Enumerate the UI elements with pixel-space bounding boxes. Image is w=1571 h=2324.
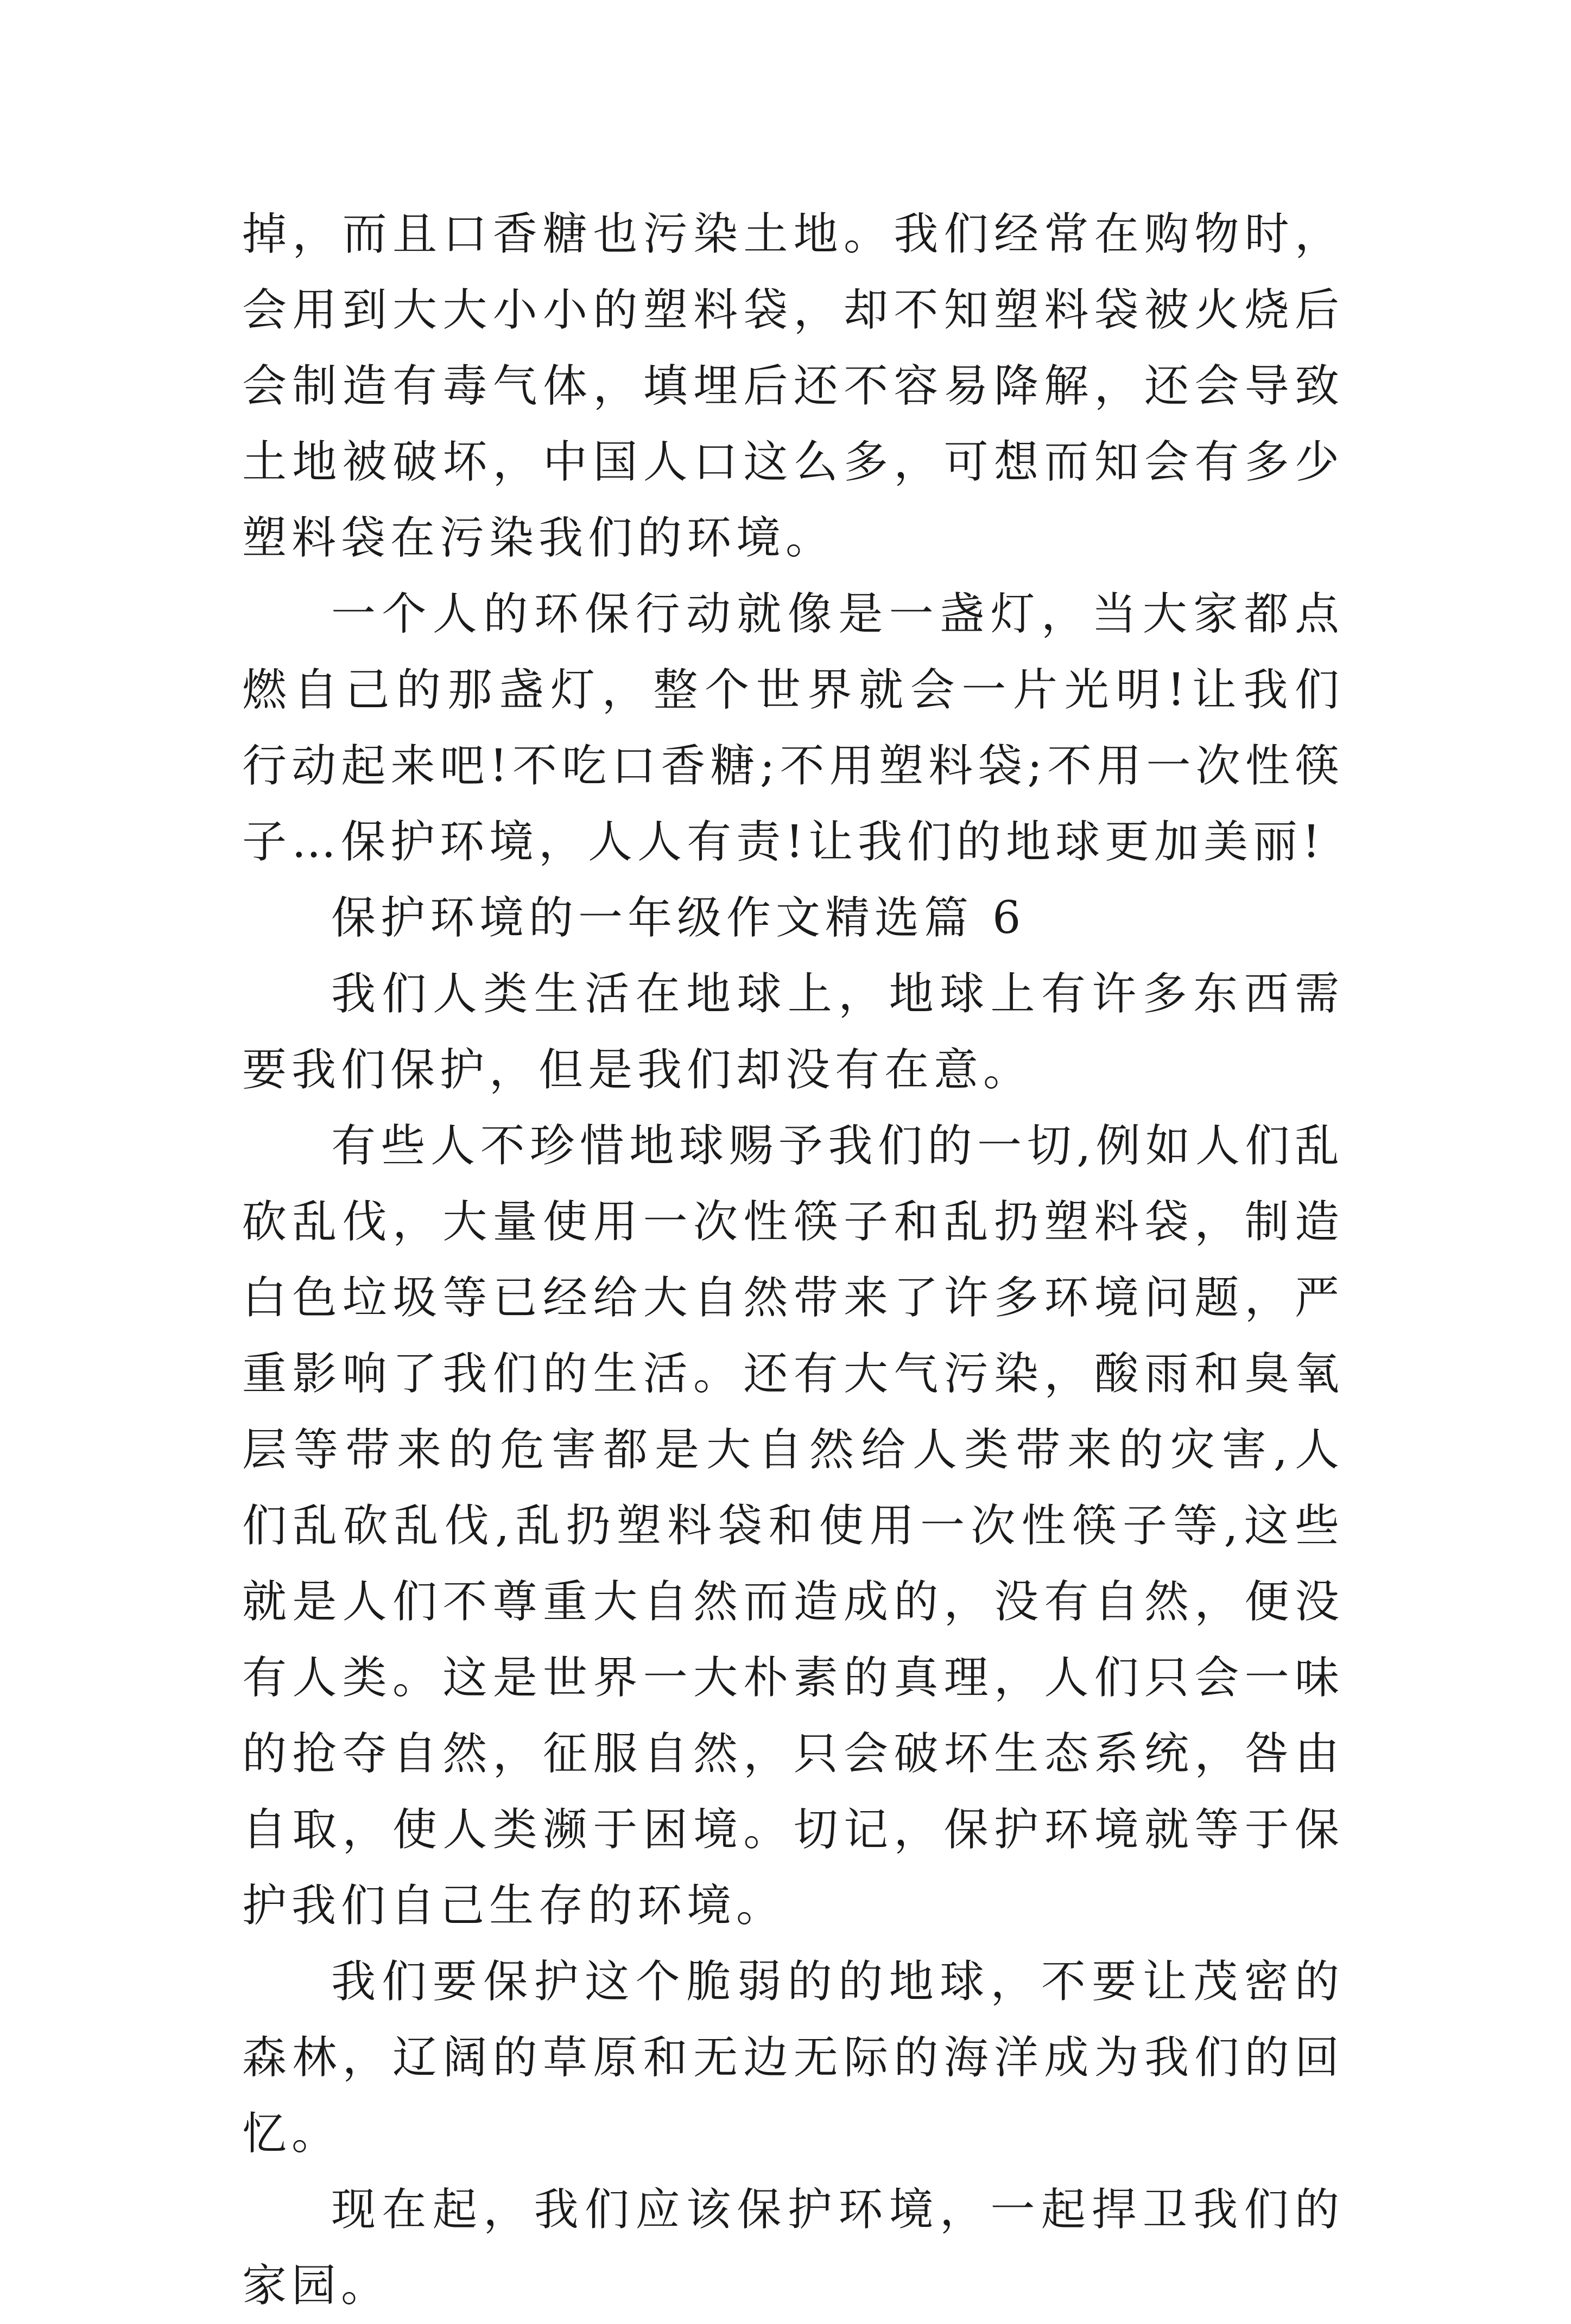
paragraph: 有些人不珍惜地球赐予我们的一切,例如人们乱砍乱伐，大量使用一次性筷子和乱扔塑料袋，制造白色垃圾等已经给大自然带来了许多环境问题，严重影响了我们的生活。还有大气污染，酸雨和臭氧层等带来的危害都是大自然给人类带来的灾害,人们乱砍乱伐,乱扔塑料袋和使用一次性筷子等,这些就是人们不尊重大自然而造成的，没有自然，便没有人类。这是世界一大朴素的真理，人们只会一味的抢夺自然，征服自然，只会破坏生态系统，咎由自取，使人类濒于困境。切记，保护环境就等于保护我们自己生存的环境。 [242, 1120, 1344, 1932]
paragraph: 一个人的环保行动就像是一盏灯，当大家都点燃自己的那盏灯，整个世界就会一片光明!让我们行动起来吧!不吃口香糖;不用塑料袋;不用一次性筷子…保护环境，人人有责!让我们的地球更加美丽! [242, 588, 1344, 868]
paragraph: 现在起，我们应该保护环境，一起捍卫我们的家园。 [242, 2184, 1344, 2312]
paragraph-continuation: 掉，而且口香糖也污染土地。我们经常在购物时，会用到大大小小的塑料袋，却不知塑料袋被火烧后会制造有毒气体，填埋后还不容易降解，还会导致土地被破坏，中国人口这么多，可想而知会有多少塑料袋在污染我们的环境。 [242, 208, 1344, 564]
paragraph: 我们人类生活在地球上，地球上有许多东西需要我们保护，但是我们却没有在意。 [242, 968, 1344, 1096]
paragraph: 我们要保护这个脆弱的的地球，不要让茂密的森林，辽阔的草原和无边无际的海洋成为我们的回忆。 [242, 1956, 1344, 2160]
document-body [242, 196, 1344, 2324]
section-heading: 保护环境的一年级作文精选篇 6 [331, 892, 1026, 944]
